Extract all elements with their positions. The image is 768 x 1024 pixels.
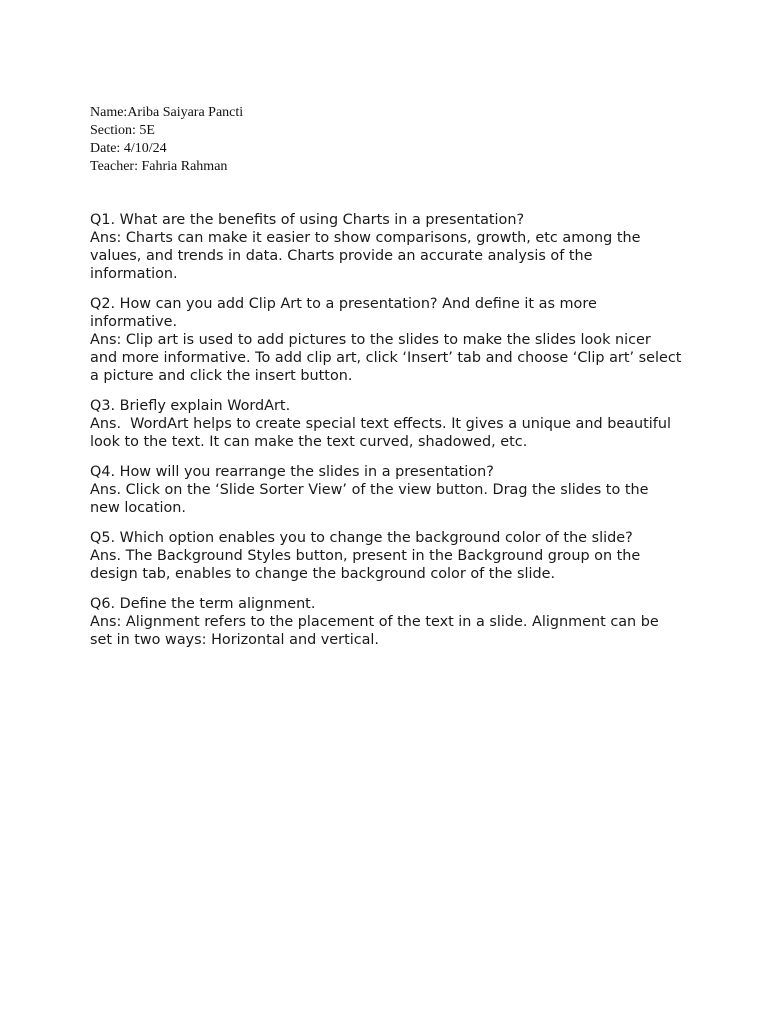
qa-item-3: [90, 397, 682, 451]
qa-item-4: [90, 463, 682, 517]
qa-item-2: [90, 295, 686, 385]
qa-item-1: [90, 211, 682, 283]
qa-item-6: [90, 595, 682, 649]
answer-text: Ans. The Background Styles button, present in the Background group on the design tab, enables to change the background color of the slide.: [90, 548, 645, 582]
student-name: Name:Ariba Saiyara Pancti: [90, 105, 244, 120]
answer-text: Ans: Clip art is used to add pictures to the slides to make the slides look nicer and more informative. To add clip art, click ‘Insert’ tab and choose ‘Clip art’ select a picture and click the insert button.: [90, 332, 686, 384]
question-list: [90, 211, 686, 661]
question-text: Q3. Briefly explain WordArt.: [90, 398, 291, 414]
assignment-date: Date: 4/10/24: [90, 141, 167, 156]
qa-item-5: [90, 529, 682, 583]
question-text: Q2. How can you add Clip Art to a presentation? And define it as more informative.: [90, 296, 602, 330]
answer-text: Ans. Click on the ‘Slide Sorter View’ of the view button. Drag the slides to the new location.: [90, 482, 654, 516]
student-info: [90, 104, 243, 176]
question-text: Q6. Define the term alignment.: [90, 596, 316, 612]
answer-text: Ans: Alignment refers to the placement of the text in a slide. Alignment can be set in two ways: Horizontal and vertical.: [90, 614, 664, 648]
question-text: Q1. What are the benefits of using Charts in a presentation?: [90, 212, 525, 228]
answer-text: Ans. WordArt helps to create special text effects. It gives a unique and beautiful look to the text. It can make the text curved, shadowed, etc.: [90, 416, 676, 450]
teacher-name: Teacher: Fahria Rahman: [90, 159, 228, 174]
answer-text: Ans: Charts can make it easier to show comparisons, growth, etc among the values, and trends in data. Charts provide an accurate analysis of the information.: [90, 230, 646, 282]
student-section: Section: 5E: [90, 123, 155, 138]
question-text: Q4. How will you rearrange the slides in a presentation?: [90, 464, 494, 480]
question-text: Q5. Which option enables you to change the background color of the slide?: [90, 530, 633, 546]
